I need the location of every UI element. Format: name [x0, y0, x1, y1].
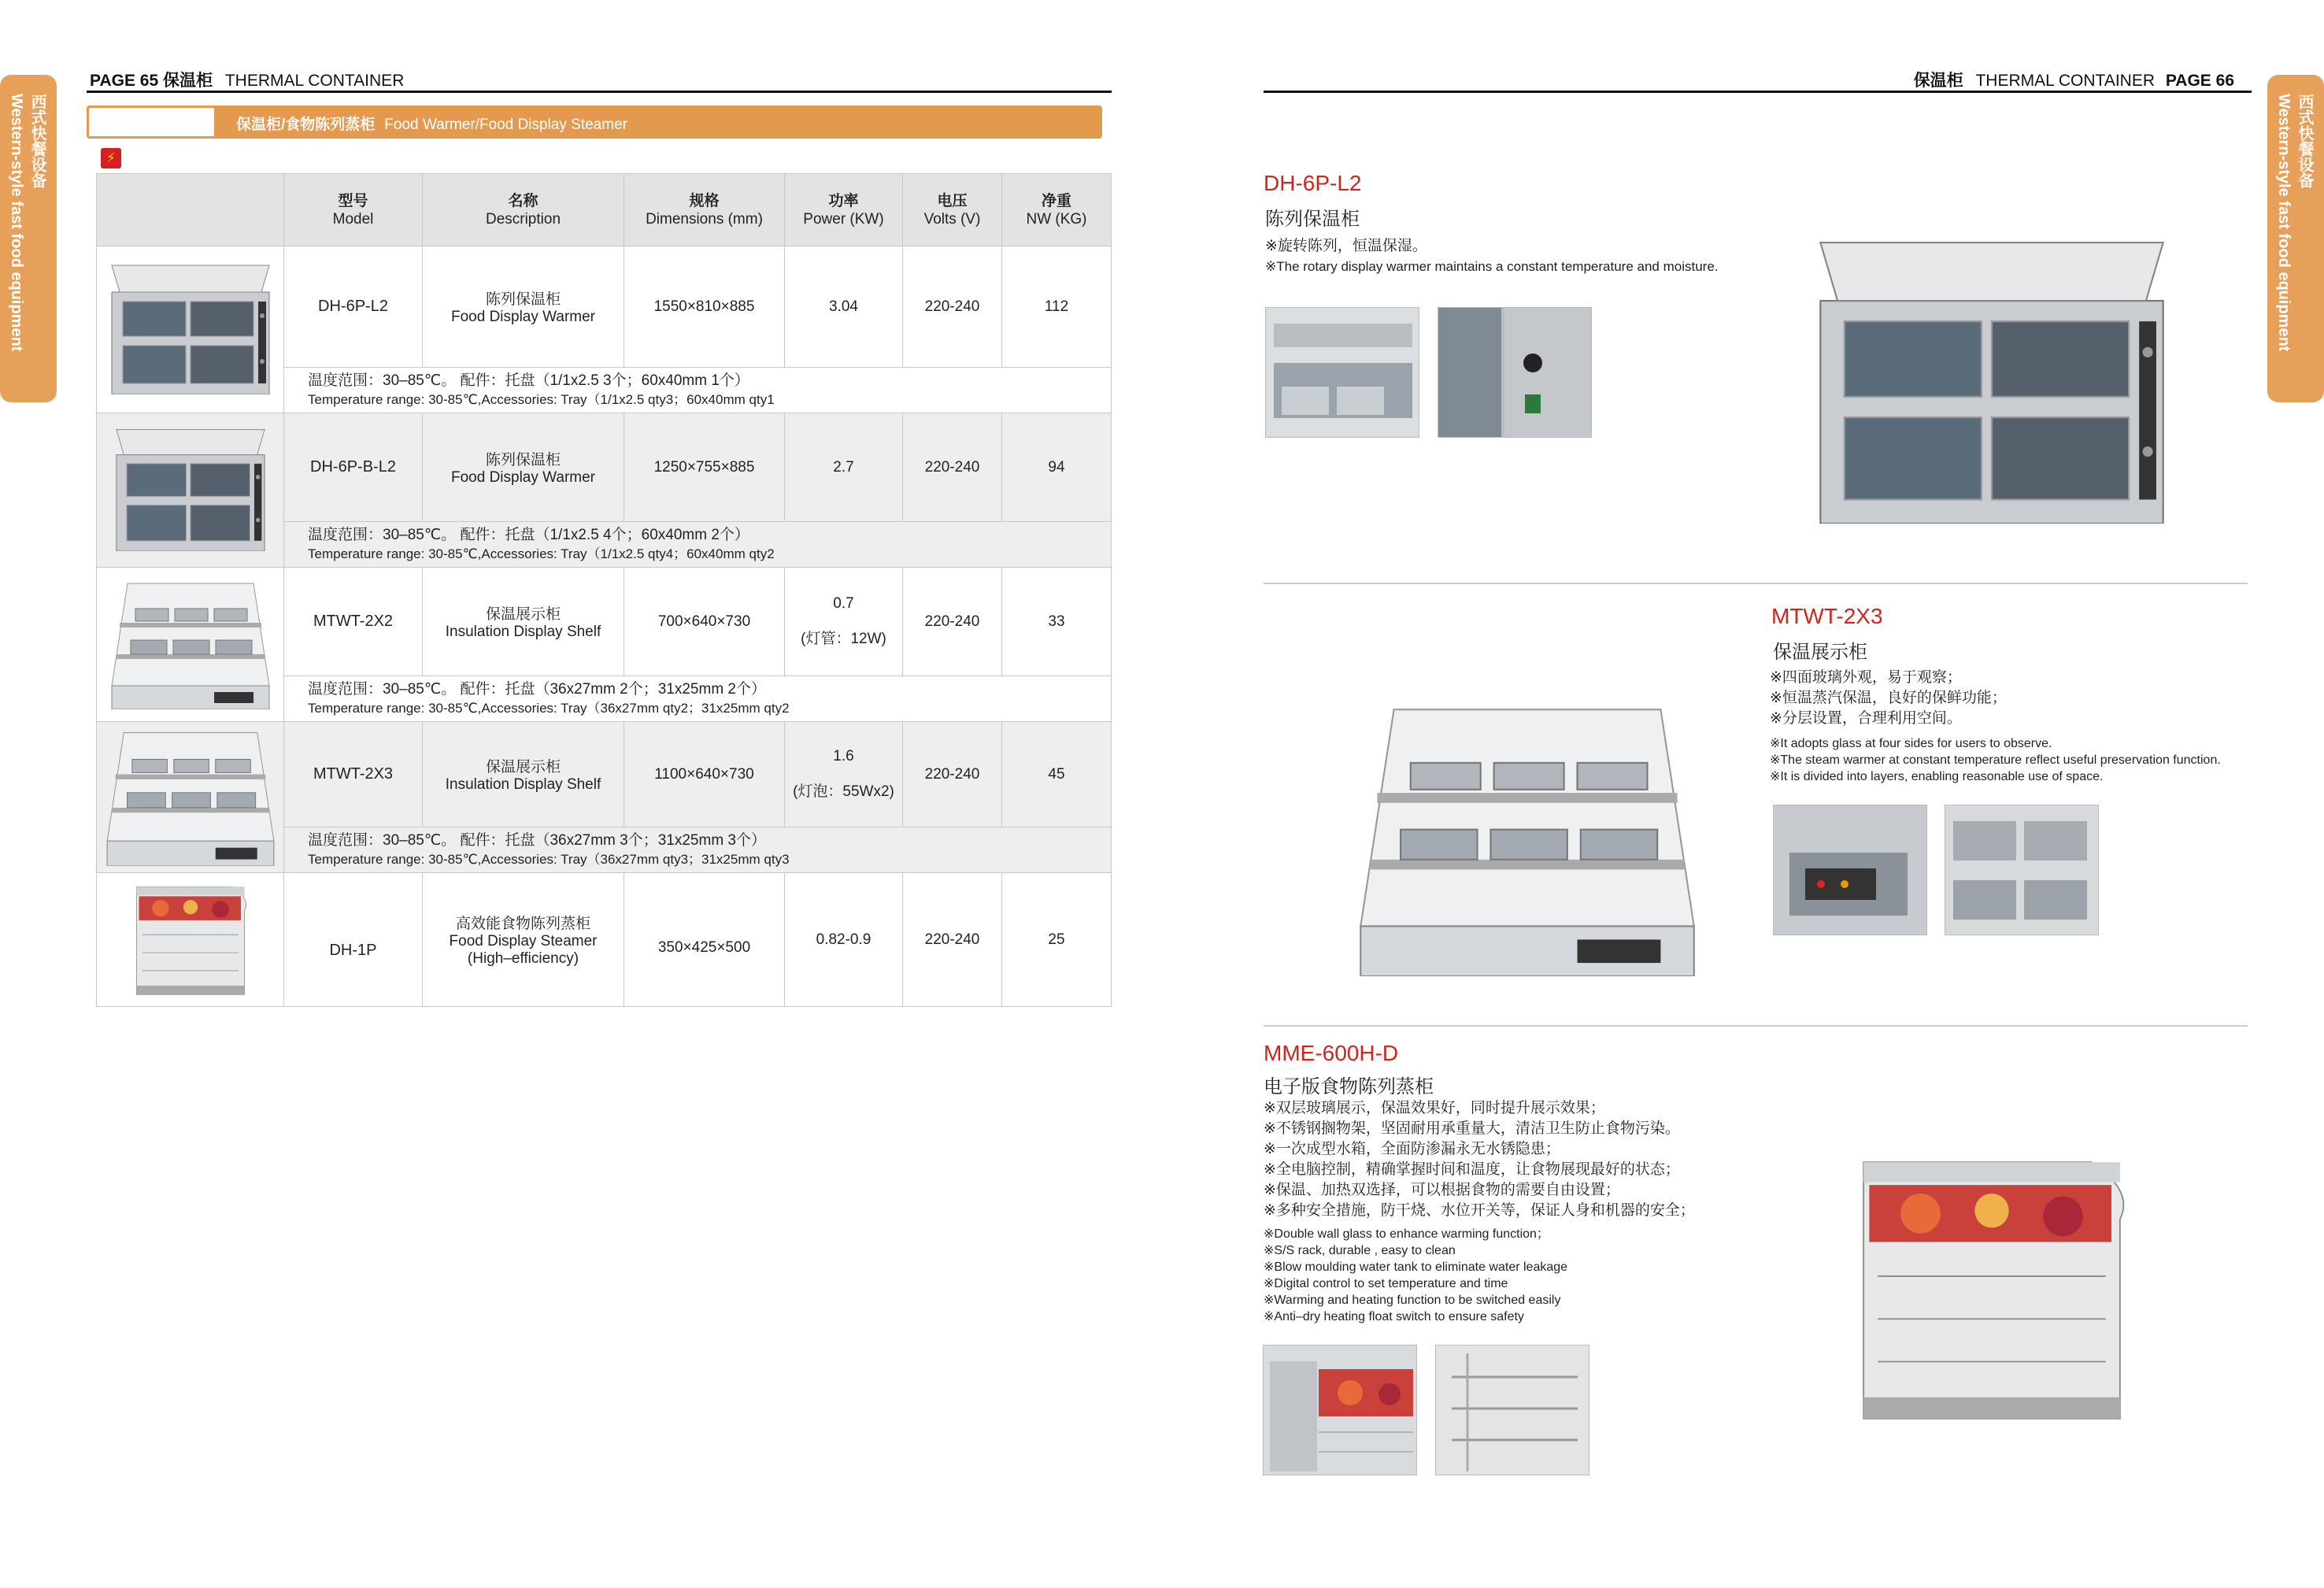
feature-cn: ※多种安全措施，防干烧、水位开关等，保证人身和机器的安全； [1264, 1202, 1695, 1219]
feature-en: ※Warming and heating function to be switched easily [1264, 1294, 1561, 1307]
cell-volts: 220-240 [903, 413, 1002, 522]
cell-dimensions: 350×425×500 [624, 873, 785, 1007]
section-divider [1264, 1025, 2248, 1027]
cell-model: DH-6P-B-L2 [284, 413, 423, 522]
table-row [97, 722, 1112, 827]
product-name-cn: 保温展示柜 [1773, 642, 1867, 663]
feature-cn: ※旋转陈列，恒温保湿。 [1265, 238, 1427, 254]
cell-nw: 94 [1002, 413, 1112, 522]
main-product-image [1338, 693, 1716, 976]
cell-note: 温度范围：30–85℃。 配件：托盘（36x27mm 3个；31x25mm 3个） Temperature range: 30-85℃,Accessories: Tray（36x27mm qty3；31x25mm qty3 [284, 827, 1112, 873]
cell-description: 保温展示柜 Insulation Display Shelf [423, 568, 624, 676]
cell-description: 保温展示柜 Insulation Display Shelf [423, 722, 624, 827]
cell-model: DH-1P [284, 873, 423, 1007]
product-name-cn: 电子版食物陈列蒸柜 [1264, 1076, 1434, 1098]
header-nw: 净重 NW (KG) [1002, 174, 1112, 246]
feature-cn: ※四面玻璃外观，易于观察； [1770, 669, 1962, 686]
cell-power: 3.04 [785, 246, 903, 368]
main-product-image [1771, 232, 2212, 524]
detail-photo [1438, 307, 1592, 438]
cell-volts: 220-240 [903, 568, 1002, 676]
feature-en: ※Anti–dry heating float switch to ensure safety [1264, 1310, 1524, 1323]
cell-note: 温度范围：30–85℃。 配件：托盘（36x27mm 2个；31x25mm 2个） Temperature range: 30-85℃,Accessories: Tray（36x27mm qty2；31x25mm qty2 [284, 676, 1112, 722]
feature-en: ※The rotary display warmer maintains a constant temperature and moisture. [1265, 259, 1719, 274]
side-tab-left [0, 75, 57, 402]
detail-photo [1435, 1345, 1589, 1475]
cell-nw: 25 [1002, 873, 1112, 1007]
feature-cn: ※分层设置，合理利用空间。 [1770, 710, 1962, 727]
cell-volts: 220-240 [903, 873, 1002, 1007]
cell-nw: 45 [1002, 722, 1112, 827]
cell-volts: 220-240 [903, 722, 1002, 827]
section-divider [1264, 583, 2248, 584]
feature-en: ※Blow moulding water tank to eliminate water leakage [1264, 1260, 1568, 1274]
feature-cn: ※双层玻璃展示，保温效果好，同时提升展示效果； [1264, 1100, 1605, 1116]
feature-en: ※S/S rack, durable , easy to clean [1264, 1244, 1456, 1257]
cell-model: MTWT-2X2 [284, 568, 423, 676]
cell-dimensions: 700×640×730 [624, 568, 785, 676]
cell-dimensions: 1550×810×885 [624, 246, 785, 368]
detail-photo [1263, 1345, 1417, 1475]
cell-power: 0.7 (灯管：12W) [785, 568, 903, 676]
cell-model: MTWT-2X3 [284, 722, 423, 827]
header-right [1914, 68, 2234, 91]
product-model-title: MME-600H-D [1264, 1041, 1399, 1065]
cell-nw: 112 [1002, 246, 1112, 368]
cell-dimensions: 1100×640×730 [624, 722, 785, 827]
detail-photo [1265, 307, 1419, 438]
cell-description: 陈列保温柜 Food Display Warmer [423, 413, 624, 522]
product-model-title: MTWT-2X3 [1771, 604, 1883, 628]
side-tab-right-text: 西式快餐设备 Western-style fast food equipment [2275, 94, 2313, 352]
header-right-cn: 保温柜 [1913, 72, 1963, 90]
cell-description: 陈列保温柜 Food Display Warmer [423, 246, 624, 368]
header-left-rule [87, 91, 1112, 93]
feature-cn: ※全电脑控制，精确掌握时间和温度，让食物展现最好的状态； [1264, 1161, 1680, 1178]
feature-en: ※It is divided into layers, enabling reasonable use of space. [1770, 770, 2104, 783]
banner-left-block [87, 105, 216, 139]
main-product-image [1842, 1134, 2141, 1433]
cell-note: 温度范围：30–85℃。 配件：托盘（1/1x2.5 3个；60x40mm 1个） Temperature range: 30-85℃,Accessories: Tray（1/1x2.5 qty3；60x40mm qty1 [284, 368, 1112, 413]
detail-photo [1773, 805, 1927, 935]
header-left-en: THERMAL CONTAINER [224, 72, 405, 90]
header-left [90, 68, 404, 91]
cell-power: 0.82-0.9 [785, 873, 903, 1007]
cell-power: 2.7 [785, 413, 903, 522]
header-right-rule [1264, 91, 2252, 93]
feature-cn: ※恒温蒸汽保温，良好的保鲜功能； [1770, 690, 2007, 706]
cell-power: 1.6 (灯泡：55Wx2) [785, 722, 903, 827]
table-header-row [97, 174, 1112, 246]
feature-cn: ※一次成型水箱，全面防渗漏永无水锈隐患； [1264, 1141, 1560, 1157]
feature-en: ※The steam warmer at constant temperature reflect useful preservation function. [1770, 753, 2221, 767]
table-row [97, 568, 1112, 676]
product-name-cn: 陈列保温柜 [1265, 209, 1360, 230]
table-row [97, 246, 1112, 368]
side-tab-right [2267, 75, 2324, 402]
spec-table [96, 173, 1112, 1007]
header-model: 型号 Model [284, 174, 423, 246]
cell-volts: 220-240 [903, 246, 1002, 368]
feature-list [1770, 668, 2221, 785]
product-model-title: DH-6P-L2 [1264, 171, 1362, 195]
cell-nw: 33 [1002, 568, 1112, 676]
cell-description: 高效能食物陈列蒸柜 Food Display Steamer (High–efficiency) [423, 873, 624, 1007]
cell-note: 温度范围：30–85℃。 配件：托盘（1/1x2.5 4个；60x40mm 2个） Temperature range: 30-85℃,Accessories: Tray（1/1x2.5 qty4；60x40mm qty2 [284, 522, 1112, 568]
header-description: 名称 Description [423, 174, 624, 246]
header-volts: 电压 Volts (V) [903, 174, 1002, 246]
header-right-en: THERMAL CONTAINER [1975, 72, 2155, 90]
product-thumb [97, 413, 284, 568]
product-thumb [97, 722, 284, 873]
feature-en: ※Digital control to set temperature and time [1264, 1277, 1508, 1290]
feature-en: ※Double wall glass to enhance warming function； [1264, 1227, 1549, 1241]
cell-dimensions: 1250×755×885 [624, 413, 785, 522]
header-dimensions: 规格 Dimensions (mm) [624, 174, 785, 246]
page-number-left: PAGE 65 [90, 72, 159, 90]
section-banner [87, 105, 1102, 139]
feature-cn: ※保温、加热双选择，可以根据食物的需要自由设置； [1264, 1182, 1620, 1198]
header-power: 功率 Power (KW) [785, 174, 903, 246]
feature-list [1264, 1098, 1695, 1325]
product-thumb [97, 873, 284, 1007]
cell-model: DH-6P-L2 [284, 246, 423, 368]
header-left-cn: 保温柜 [163, 72, 213, 90]
header-image [97, 174, 284, 246]
table-row [97, 413, 1112, 522]
feature-en: ※It adopts glass at four sides for users to observe. [1770, 737, 2052, 750]
banner-title-cn: 保温柜/食物陈列蒸柜 [236, 117, 376, 133]
detail-photo [1945, 805, 2099, 935]
lightning-icon: ⚡ [101, 148, 121, 168]
table-row [97, 873, 1112, 1007]
page-number-right: PAGE 66 [2165, 72, 2234, 90]
side-tab-left-text: 西式快餐设备 Western-style fast food equipment [8, 94, 46, 352]
product-thumb [97, 246, 284, 413]
product-thumb [97, 568, 284, 722]
banner-title-en: Food Warmer/Food Display Steamer [384, 117, 627, 133]
feature-cn: ※不锈钢搁物架，坚固耐用承重量大，清洁卫生防止食物污染。 [1264, 1120, 1680, 1137]
